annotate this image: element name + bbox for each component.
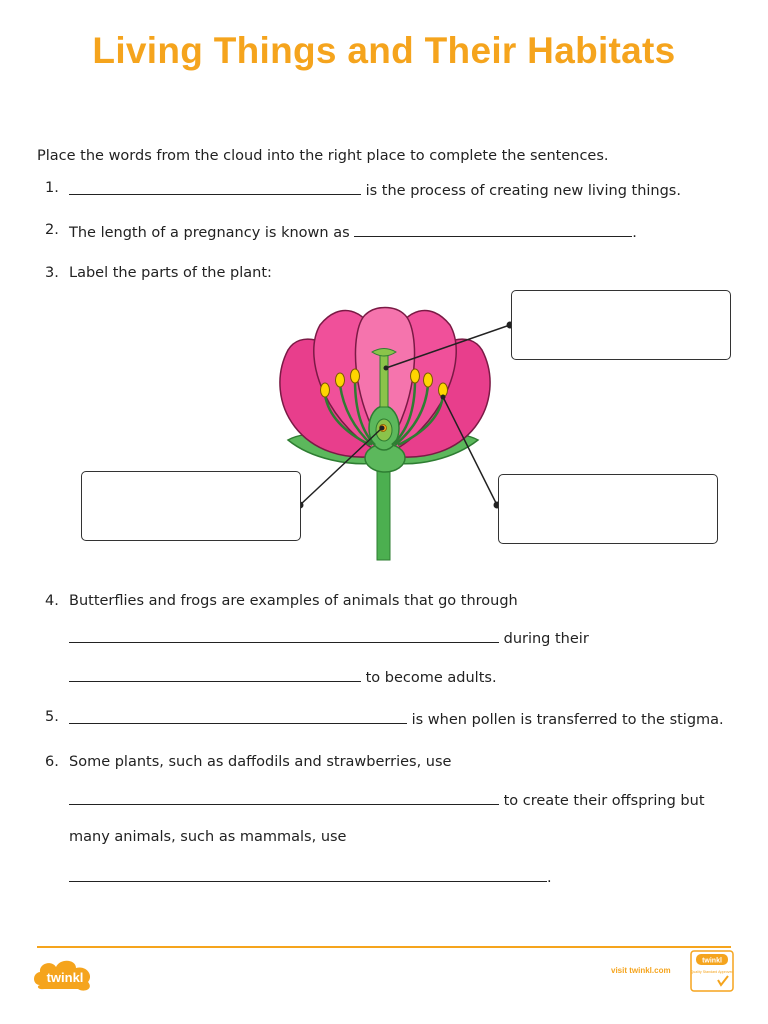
label-box-ovary[interactable]	[81, 471, 301, 541]
page-title: Living Things and Their Habitats	[92, 30, 676, 71]
visit-link[interactable]: visit twinkl.com	[611, 966, 671, 975]
question-5	[69, 709, 724, 728]
question-6-line2-text: to create their offspring but	[503, 793, 705, 809]
badge-brand-text: twinkl	[702, 957, 722, 965]
question-4-line1: Butterflies and frogs are examples of animals that go through	[69, 593, 518, 609]
answer-blank-6a[interactable]	[69, 790, 499, 805]
question-6-line2	[69, 790, 705, 809]
question-5-number: 5.	[45, 709, 59, 725]
twinkl-logo[interactable]	[30, 955, 100, 993]
question-6-line4	[69, 867, 552, 886]
question-4-line3-text: to become adults.	[365, 670, 497, 686]
label-box-anther[interactable]	[498, 474, 718, 544]
question-4-line2-text: during their	[503, 631, 589, 647]
question-2-period: .	[632, 225, 637, 241]
answer-blank-4a[interactable]	[69, 628, 499, 643]
question-6-line3: many animals, such as mammals, use	[69, 829, 347, 845]
question-2-text: The length of a pregnancy is known as	[69, 225, 350, 241]
label-box-stigma[interactable]	[511, 290, 731, 360]
question-4-line2	[69, 628, 589, 647]
question-6-period: .	[547, 870, 552, 886]
badge-text: Quality Standard Approved	[690, 970, 734, 974]
question-5-text: is when pollen is transferred to the stigma.	[411, 712, 724, 728]
question-2-number: 2.	[45, 222, 59, 238]
answer-blank-4b[interactable]	[69, 667, 361, 682]
question-6-number: 6.	[45, 754, 59, 770]
twinkl-logo-text: twinkl	[46, 970, 84, 985]
question-3-number: 3.	[45, 265, 59, 281]
question-4-number: 4.	[45, 593, 59, 609]
footer-divider	[37, 946, 731, 948]
question-6-line1: Some plants, such as daffodils and strawberries, use	[69, 754, 452, 770]
answer-blank-6b[interactable]	[69, 867, 547, 882]
question-1-number: 1.	[45, 180, 59, 196]
question-1-text: is the process of creating new living things.	[365, 183, 681, 199]
answer-blank-5[interactable]	[69, 709, 407, 724]
question-4-line3	[69, 667, 497, 686]
question-3-text: Label the parts of the plant:	[69, 265, 272, 281]
quality-badge-icon	[690, 950, 734, 992]
instructions: Place the words from the cloud into the right place to complete the sentences.	[37, 148, 609, 164]
